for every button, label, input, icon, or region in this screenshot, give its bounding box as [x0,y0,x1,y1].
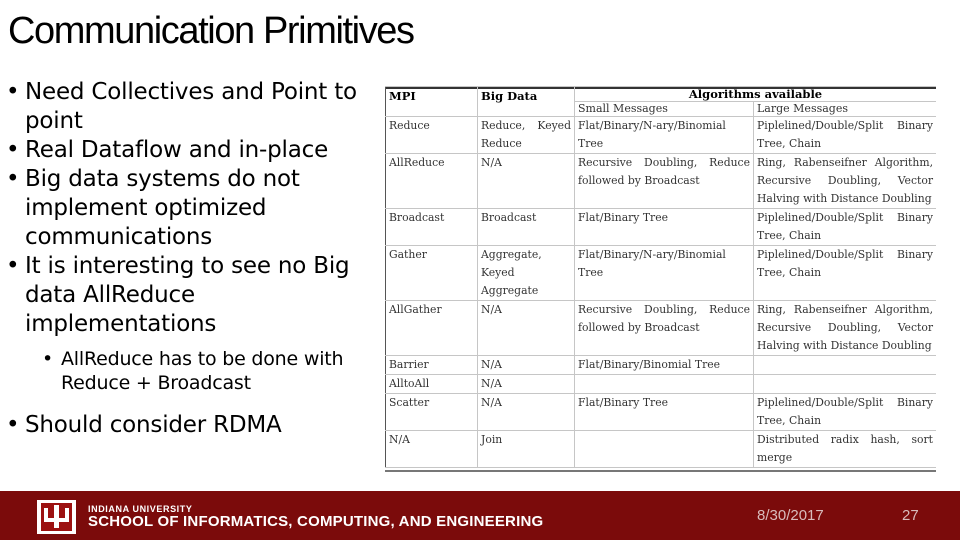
header-small-messages: Small Messages [575,102,754,117]
cell-big-data: N/A [478,154,575,209]
bullet-item: • Big data systems do not implement optimized communications [6,165,378,252]
cell-large-messages: Piplelined/Double/Split Binary Tree, Chain [754,209,937,246]
cell-big-data: Broadcast [478,209,575,246]
cell-small-messages [575,431,754,468]
cell-large-messages [754,375,937,394]
school-name: SCHOOL OF INFORMATICS, COMPUTING, AND ENGINEERING [88,513,544,530]
cell-big-data: Join [478,431,575,468]
cell-mpi: Barrier [386,356,478,375]
cell-mpi: Broadcast [386,209,478,246]
cell-small-messages: Flat/Binary/N-ary/Binomial Tree [575,246,754,301]
university-name: INDIANA UNIVERSITY [88,504,193,514]
algorithms-table-image [385,82,936,472]
trident-center-prong [54,505,59,528]
cell-small-messages: Recursive Doubling, Reduce followed by Broadcast [575,301,754,356]
cell-mpi: Gather [386,246,478,301]
cell-small-messages: Recursive Doubling, Reduce followed by Broadcast [575,154,754,209]
slide-number: 27 [902,507,919,524]
cell-mpi: AlltoAll [386,375,478,394]
header-mpi: MPI [386,87,478,117]
cell-small-messages [575,375,754,394]
cell-large-messages: Ring, Rabenseifner Algorithm, Recursive Doubling, Vector Halving with Distance Doubling [754,154,937,209]
bullet-list [6,78,378,440]
cell-large-messages: Distributed radix hash, sort merge [754,431,937,468]
cell-big-data: N/A [478,356,575,375]
table-row [386,375,937,394]
cell-small-messages: Flat/Binary/N-ary/Binomial Tree [575,117,754,154]
bullet-item: • Need Collectives and Point to point [6,78,378,136]
cell-small-messages: Flat/Binary Tree [575,394,754,431]
algorithms-table [385,86,936,468]
cell-big-data: N/A [478,394,575,431]
cell-small-messages: Flat/Binary Tree [575,209,754,246]
cell-mpi: N/A [386,431,478,468]
table-row [386,209,937,246]
bullet-item: • Should consider RDMA [6,411,378,440]
bullet-item: • Real Dataflow and in-place [6,136,378,165]
table-row [386,301,937,356]
cell-large-messages [754,356,937,375]
cell-large-messages: Piplelined/Double/Split Binary Tree, Chain [754,117,937,154]
bullet-item: • It is interesting to see no Big data AllReduce implementations [6,252,378,339]
cell-mpi: AllGather [386,301,478,356]
cell-big-data: Reduce, Keyed Reduce [478,117,575,154]
cell-big-data: N/A [478,301,575,356]
cell-small-messages: Flat/Binary/Binomial Tree [575,356,754,375]
cell-large-messages: Piplelined/Double/Split Binary Tree, Chain [754,394,937,431]
cell-big-data: N/A [478,375,575,394]
header-large-messages: Large Messages [754,102,937,117]
cell-large-messages: Ring, Rabenseifner Algorithm, Recursive Doubling, Vector Halving with Distance Doubling [754,301,937,356]
table-row [386,431,937,468]
slide-date: 8/30/2017 [757,507,824,524]
footer-bar [0,491,960,540]
trident-crossbar [44,518,69,522]
header-algorithms: Algorithms available [575,87,937,102]
slide-title: Communication Primitives [8,10,414,52]
table-row [386,356,937,375]
cell-mpi: AllReduce [386,154,478,209]
cell-large-messages: Piplelined/Double/Split Binary Tree, Chain [754,246,937,301]
cell-big-data: Aggregate, Keyed Aggregate [478,246,575,301]
cell-mpi: Reduce [386,117,478,154]
header-big-data: Big Data [478,87,575,117]
cell-mpi: Scatter [386,394,478,431]
table-row [386,154,937,209]
iu-trident-icon [41,503,72,531]
table-row [386,117,937,154]
table-row [386,394,937,431]
sub-bullet-item: • AllReduce has to be done with Reduce + Broadcast [6,347,378,395]
table-row [386,246,937,301]
